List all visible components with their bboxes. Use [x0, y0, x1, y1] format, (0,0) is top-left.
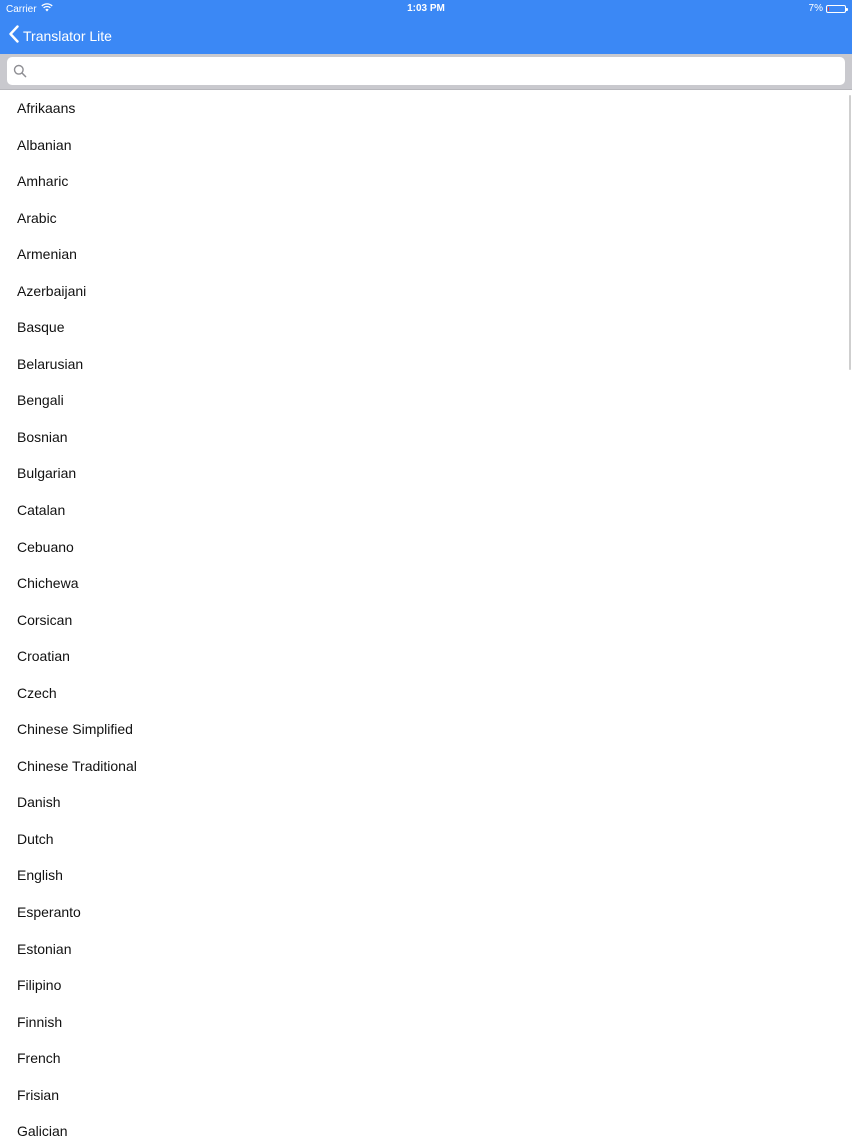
language-item[interactable]: Galician [17, 1123, 68, 1136]
language-item[interactable]: Estonian [17, 940, 72, 957]
battery-icon [826, 5, 846, 13]
language-item[interactable]: Chinese Simplified [17, 721, 133, 738]
status-bar [0, 0, 852, 18]
carrier-label: Carrier [6, 3, 37, 15]
language-item[interactable]: Czech [17, 684, 57, 701]
search-field[interactable] [7, 57, 845, 85]
back-button-label: Translator Lite [23, 28, 112, 44]
language-item[interactable]: Albanian [17, 136, 72, 153]
search-input[interactable] [31, 58, 845, 84]
battery-group [809, 3, 846, 14]
navigation-bar [0, 18, 852, 54]
language-item[interactable]: English [17, 867, 63, 884]
language-item[interactable]: Finnish [17, 1013, 63, 1030]
language-item[interactable]: Afrikaans [17, 100, 76, 116]
language-item[interactable]: Bosnian [17, 428, 68, 445]
language-item[interactable]: Danish [17, 794, 61, 811]
battery-level [828, 7, 829, 11]
language-item[interactable]: Belarusian [17, 355, 84, 372]
search-bar [0, 54, 852, 90]
language-item[interactable]: Arabic [17, 209, 57, 226]
language-list [0, 90, 852, 1136]
language-item[interactable]: Bengali [17, 392, 64, 409]
language-item[interactable]: French [17, 1050, 61, 1067]
language-item[interactable]: Cebuano [17, 538, 74, 555]
status-time: 1:03 PM [407, 3, 445, 14]
scroll-indicator[interactable] [849, 95, 851, 370]
language-item[interactable]: Chichewa [17, 575, 79, 592]
language-item[interactable]: Basque [17, 319, 65, 336]
language-item[interactable]: Frisian [17, 1086, 60, 1103]
language-item[interactable]: Corsican [17, 611, 73, 628]
language-item[interactable]: Armenian [17, 246, 77, 263]
chevron-left-icon [8, 25, 20, 48]
language-item[interactable]: Amharic [17, 173, 69, 190]
battery-percent: 7% [808, 3, 823, 14]
language-item[interactable]: Esperanto [17, 904, 81, 921]
back-button[interactable] [8, 24, 112, 48]
language-item[interactable]: Dutch [17, 830, 54, 847]
search-icon [13, 64, 27, 78]
language-item[interactable]: Bulgarian [17, 465, 77, 482]
language-item[interactable]: Chinese Traditional [17, 757, 137, 774]
language-item[interactable]: Filipino [17, 977, 62, 994]
language-item[interactable]: Azerbaijani [17, 282, 87, 299]
language-item[interactable]: Croatian [17, 648, 70, 665]
language-item[interactable]: Catalan [17, 502, 66, 519]
